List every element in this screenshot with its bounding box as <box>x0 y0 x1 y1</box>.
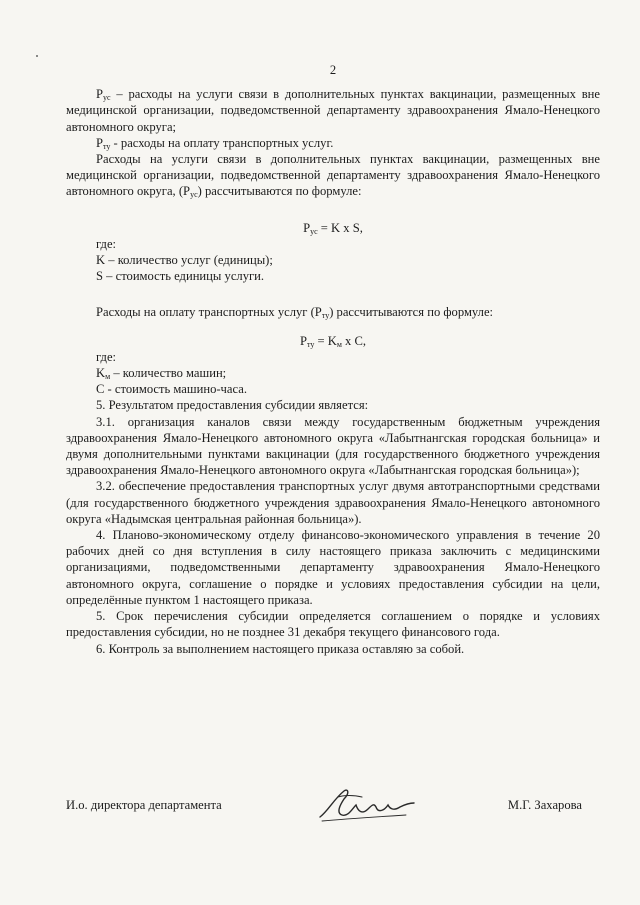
transport-cost-formula: $Р_{ту} = K_м$ x С, <box>299 333 367 349</box>
clause-6: 6. Контроль за выполнением настоящего приказа оставляю за собой. <box>96 641 465 656</box>
page-number: 2 <box>329 63 337 77</box>
signature-block <box>66 785 600 825</box>
transport-cost-paragraph: Расходы на оплату транспортных услуг $(Р_{ту})$ рассчитываются по формуле: <box>96 305 494 321</box>
clause-4: 4. Планово-экономическому отделу финансово-экономического управления в течение 20 рабочих дней со дня вступления в силу настоящего приказа заключить с медицинскими организациями, подведомственными департаменту здравоохранения Ямало-Ненецкого автономного округа, соглашение о порядке и условиях предоставления субсидии на цели, определённые пунктом 1 настоящего приказа. <box>66 528 600 607</box>
clause-5: 5. Срок перечисления субсидии определяется соглашением о порядке и условиях предоставления субсидии, но не позднее 31 декабря текущего финансового года. <box>66 609 600 640</box>
comm-cost-paragraph: Расходы на услуги связи в дополнительных пунктах вакцинации, размещенных вне медицинской организации, подведомственной департаменту здравоохранения Ямало-Ненецкого автономного округа, $(Р_{ус})$ рассчитываются по формуле: <box>66 152 600 200</box>
signatory-name: М.Г. Захарова <box>507 797 582 812</box>
comm-where-label: где: <box>96 236 117 251</box>
definition-p-ty: $Р_{ту}$ - расходы на оплату транспортных услуг. <box>96 135 334 151</box>
transport-where-label: где: <box>96 349 117 364</box>
comm-def-k: K – количество услуг (единицы); <box>96 253 273 268</box>
comm-def-s: S – стоимость единицы услуги. <box>96 269 265 284</box>
results-heading: 5. Результатом предоставления субсидии является: <box>96 398 369 413</box>
scan-speck <box>36 55 38 57</box>
results-item-1: 3.1. организация каналов связи между государственным бюджетным учреждения здравоохранения Ямало-Ненецкого автономного округа «Лабытнангская городская больница» и двумя дополнительными пунктами вакцинации (для государственного бюджетного учреждения здравоохранения Ямало-Ненецкого автономного округа «Лабытнангская городская больница»); <box>66 414 600 478</box>
definition-p-ys: $Р_{ус}$ – расходы на услуги связи в дополнительных пунктах вакцинации, размещенных вне медицинской организации, подведомственной департаменту здравоохранения Ямало-Ненецкого автономного округа; <box>66 87 600 134</box>
handwritten-signature <box>314 785 419 825</box>
results-item-2: 3.2. обеспечение предоставления транспортных услуг двумя автотранспортными средствами (для государственного бюджетного учреждения здравоохранения Ямало-Ненецкого автономного округа «Надымская центральная районная больница»). <box>66 479 600 526</box>
signatory-position: И.о. директора департамента <box>66 797 222 812</box>
comm-cost-formula: $Р_{ус} = K$ x S, <box>303 220 363 236</box>
transport-def-km: $K_м$ – количество машин; <box>96 366 227 382</box>
transport-def-c: С - стоимость машино-часа. <box>96 382 247 397</box>
